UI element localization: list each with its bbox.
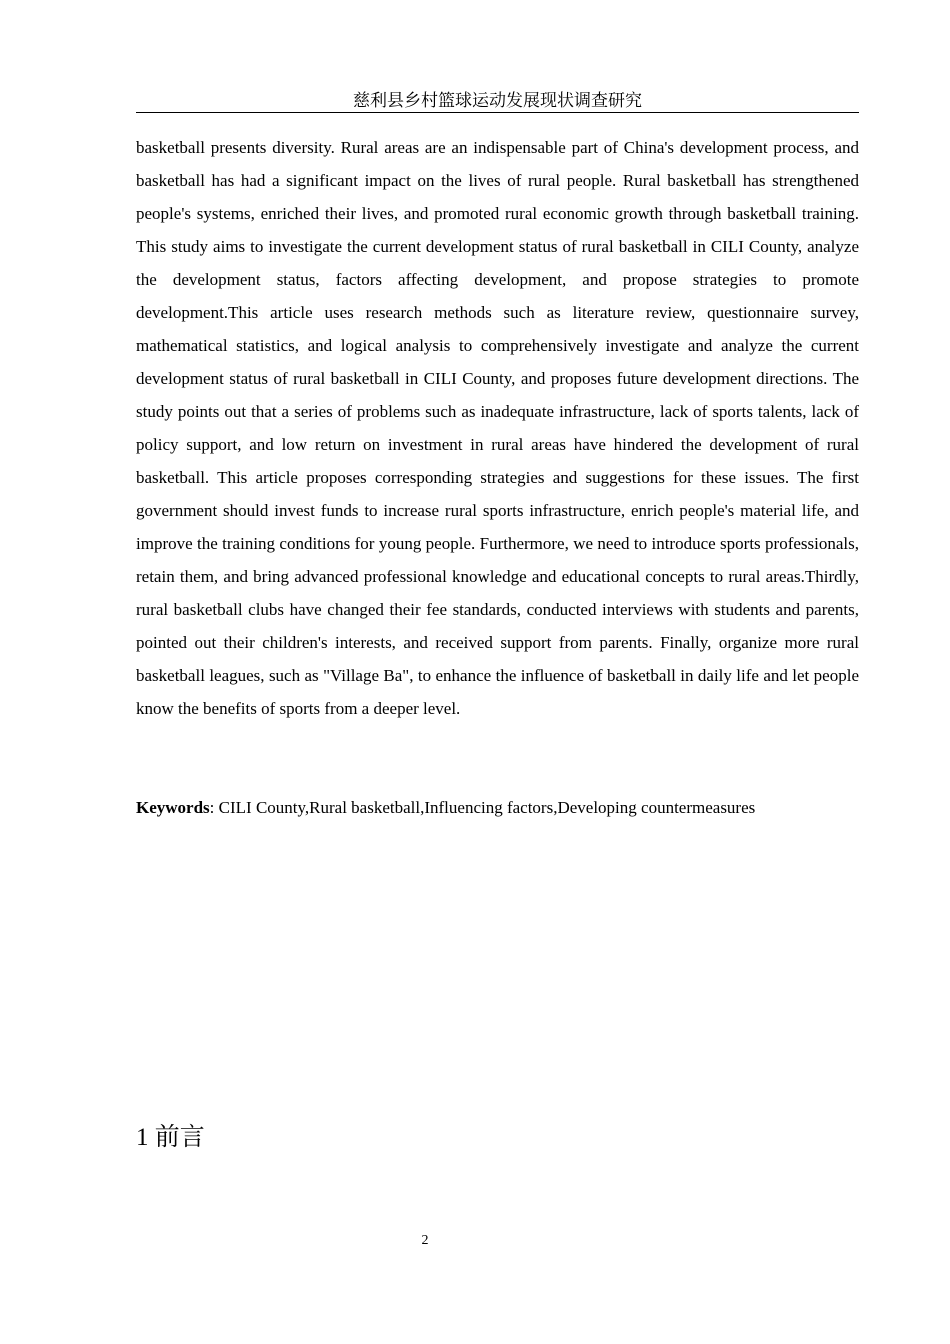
running-header: 慈利县乡村篮球运动发展现状调查研究 (136, 90, 859, 113)
abstract-paragraph: basketball presents diversity. Rural areas are an indispensable part of China's development process, and basketball has had a significant impact on the lives of rural people. Rural basketball has strengthened people's systems, enriched their lives, and promoted rural economic growth through basketball training. This study aims to investigate the current development status of rural basketball in CILI County, analyze the development status, factors affecting development, and propose strategies to promote development.This article uses research methods such as literature review, questionnaire survey, mathematical statistics, and logical analysis to comprehensively investigate and analyze the current development status of rural basketball in CILI County, and proposes future development directions. The study points out that a series of problems such as inadequate infrastructure, lack of sports talents, lack of policy support, and low return on investment in rural areas have hindered the development of rural basketball. This article proposes corresponding strategies and suggestions for these issues. The first government should invest funds to increase rural sports infrastructure, enrich people's material life, and improve the training conditions for young people. Furthermore, we need to introduce sports professionals, retain them, and bring advanced professional knowledge and educational concepts to rural areas.Thirdly, rural basketball clubs have changed their fee standards, conducted interviews with students and parents, pointed out their children's interests, and received support from parents. Finally, organize more rural basketball leagues, such as "Village Ba", to enhance the influence of basketball in daily life and let people know the benefits of sports from a deeper level. (136, 138, 859, 718)
keywords-values: CILI County,Rural basketball,Influencing factors,Developing countermeasures (218, 798, 756, 817)
keywords-label: Keywords (136, 798, 210, 817)
section-heading: 1 前言 (136, 1124, 205, 1151)
keywords-line (136, 791, 859, 824)
page-number: 2 (421, 1233, 429, 1248)
keywords-separator: : (209, 798, 219, 817)
